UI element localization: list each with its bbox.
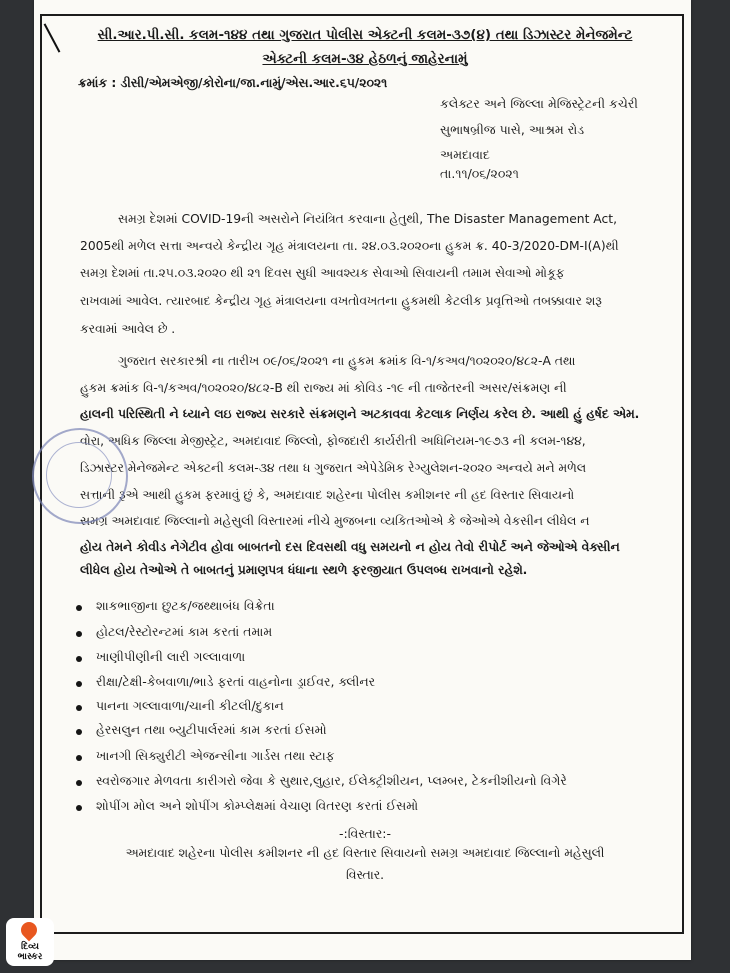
logo-line2: ભાસ્કર [17,952,43,962]
notice-title-line2: એક્ટની કલમ-૩૪ હેઠળનું જાહેરનામું [262,51,468,67]
divya-bhaskar-logo [6,918,54,966]
logo-wordmark [9,942,51,962]
bullet-item: ખાણીપીણીની લારી ગલ્લાવાળા [96,649,246,664]
bullet-item: ખાનગી સિક્યુરીટી એજન્સીના ગાર્ડસ તથા સ્ટાફ [96,748,335,763]
para2-line: વોરા, અધિક જિલ્લા મેજીસ્ટ્રેટ, અમદાવાદ જિલ્લો, ફોજદારી કાર્યરીતી અધિનિયમ-૧૯૭૩ ની કલમ-૧૪૪, [80,434,586,448]
para2-line: સત્તાની રૂએ આથી હુકમ ફરમાવું છું કે, અમદાવાદ શહેરના પોલીસ કમીશનર ની હદ વિસ્તાર સિવાયનો [80,488,575,502]
bullet-icon [76,656,82,662]
para2-line: ડિઝાસ્ટર મેનેજમેન્ટ એક્ટની કલમ-૩૪ તથા ધ ગુજરાત એપેડેમિક રેગ્યુલેશન-૨૦૨૦ અન્વયે મને મળેલ [80,461,586,475]
logo-flame-icon [18,919,41,942]
area-description-line1: અમદાવાદ શહેરના પોલીસ કમીશનર ની હદ વિસ્તાર સિવાયનો સમગ્ર અમદાવાદ જિલ્લાનો મહેસુલી [125,846,605,860]
notice-date: તા.૧૧/૦૬/૨૦૨૧ [440,166,519,181]
bullet-icon [76,631,82,637]
para1-line: 2005થી મળેલ સત્તા અન્વયે કેન્દ્રીય ગૃહ મંત્રાલયના તા. ૨૪.૦૩.૨૦૨૦ના હુકમ ક્ર. 40-3/2020-DM-I(A)થી [80,239,619,253]
office-address-city: અમદાવાદ [440,147,490,162]
office-address-line2: સુભાષબ્રીજ પાસે, આશ્રમ રોડ [440,122,585,137]
bullet-item: સ્વરોજગાર મેળવતા કારીગરો જેવા કે સુથાર,લુહાર, ઈલેક્ટ્રીશીયન, પ્લમ્બર, ટેકનીશીયનો વિગેરે [96,773,567,788]
reference-number: ક્રમાંક : ડીસી/એમએજી/કોરોના/જા.નામું/એસ.આર.૬૫/૨૦૨૧ [78,76,388,90]
area-heading: -:વિસ્તાર:- [338,826,392,841]
para1-line: સમગ્ર દેશમાં COVID-19ની અસરોને નિયંત્રિત કરવાના હેતુથી, The Disaster Management Act, [118,212,617,226]
official-seal [32,428,128,524]
para1-line: કરવામાં આવેલ છે . [80,322,176,336]
bullet-icon [76,605,82,611]
bullet-icon [76,705,82,711]
notice-title-line1: સી.આર.પી.સી. કલમ-૧૪૪ તથા ગુજરાત પોલીસ એક્ટની કલમ-૩૭(૪) તથા ડિઝાસ્ટર મેનેજમેન્ટ [97,27,633,43]
para2-line: હોય તેમને કોવીડ નેગેટીવ હોવા બાબતનો દસ દિવસથી વધુ સમયનો ન હોય તેવો રીપોર્ટ અને જેઓએ વેક્સીન [80,540,620,554]
para1-line: સમગ્ર દેશમાં તા.૨૫.૦૩.૨૦૨૦ થી ૨૧ દિવસ સુધી આવશ્યક સેવાઓ સિવાયની તમામ સેવાઓ મોકૂફ [80,266,565,280]
area-description-line2: વિસ્તાર. [346,868,384,882]
bullet-item: શાકભાજીના છુટક/જથ્થાબંધ વિક્રેતા [96,598,275,613]
bullet-item: શોપીંગ મોલ અને શોપીંગ કોમ્પ્લેક્ષમાં વેચાણ વિતરણ કરતાં ઈસમો [96,798,419,813]
para2-line: હુકમ ક્રમાંક વિ-૧/કઅવ/૧૦૨૦૨૦/૪૮૨-B થી રાજ્ય માં કોવિડ -૧૯ ની તાજેતરની અસર/સંક્રમણ ની [80,381,567,395]
bullet-icon [76,780,82,786]
para2-line: સમગ્ર અમદાવાદ જિલ્લાનો મહેસુલી વિસ્તારમાં નીચે મુજબના વ્યકિતઓએ કે જેઓએ વેકસીન લીધેલ ન [80,514,590,528]
bullet-item: રીક્ષા/ટેક્ષી-કેબવાળા/ભાડે ફરતાં વાહનોના ડ્રાઈવર, ક્લીનર [96,674,376,689]
bullet-item: હેરસલુન તથા બ્યુટીપાર્લરમાં કામ કરતાં ઈસમો [96,722,327,737]
para2-line: હાલની પરિસ્થિતી ને ધ્યાને લઇ રાજ્ય સરકારે સંક્રમણને અટકાવવા કેટલાક નિર્ણય કરેલ છે. આથી હું હર્ષદ એમ. [80,407,640,421]
bullet-icon [76,805,82,811]
seal-inner-ring [46,442,112,508]
para1-line: રાખવામાં આવેલ. ત્યારબાદ કેન્દ્રીય ગૃહ મંત્રાલયના વખતોવખતના હુકમથી કેટલીક પ્રવૃત્તિઓ તબક્કાવાર શરૂ [80,294,602,308]
bullet-icon [76,729,82,735]
para2-line: લીધેલ હોય તેઓએ તે બાબતનું પ્રમાણપત્ર ધંધાના સ્થળે ફરજીયાત ઉપલબ્ધ રાખવાનો રહેશે. [80,563,528,577]
bullet-icon [76,755,82,761]
bullet-item: હોટલ/રેસ્ટોરન્ટમાં કામ કરતાં તમામ [96,624,273,639]
logo-line1: દિવ્ય [21,942,39,952]
office-address-line1: કલેક્ટર અને જિલ્લા મેજિસ્ટ્રેટની કચેરી [440,96,638,111]
bullet-item: પાનના ગલ્લાવાળા/ચાની કીટલી/દુકાન [96,698,284,713]
para2-line: ગુજરાત સરકારશ્રી ના તારીખ ૦૯/૦૬/૨૦૨૧ ના હુકમ ક્રમાંક વિ-૧/કઅવ/૧૦૨૦૨૦/૪૮૨-A તથા [118,354,576,368]
bullet-icon [76,681,82,687]
